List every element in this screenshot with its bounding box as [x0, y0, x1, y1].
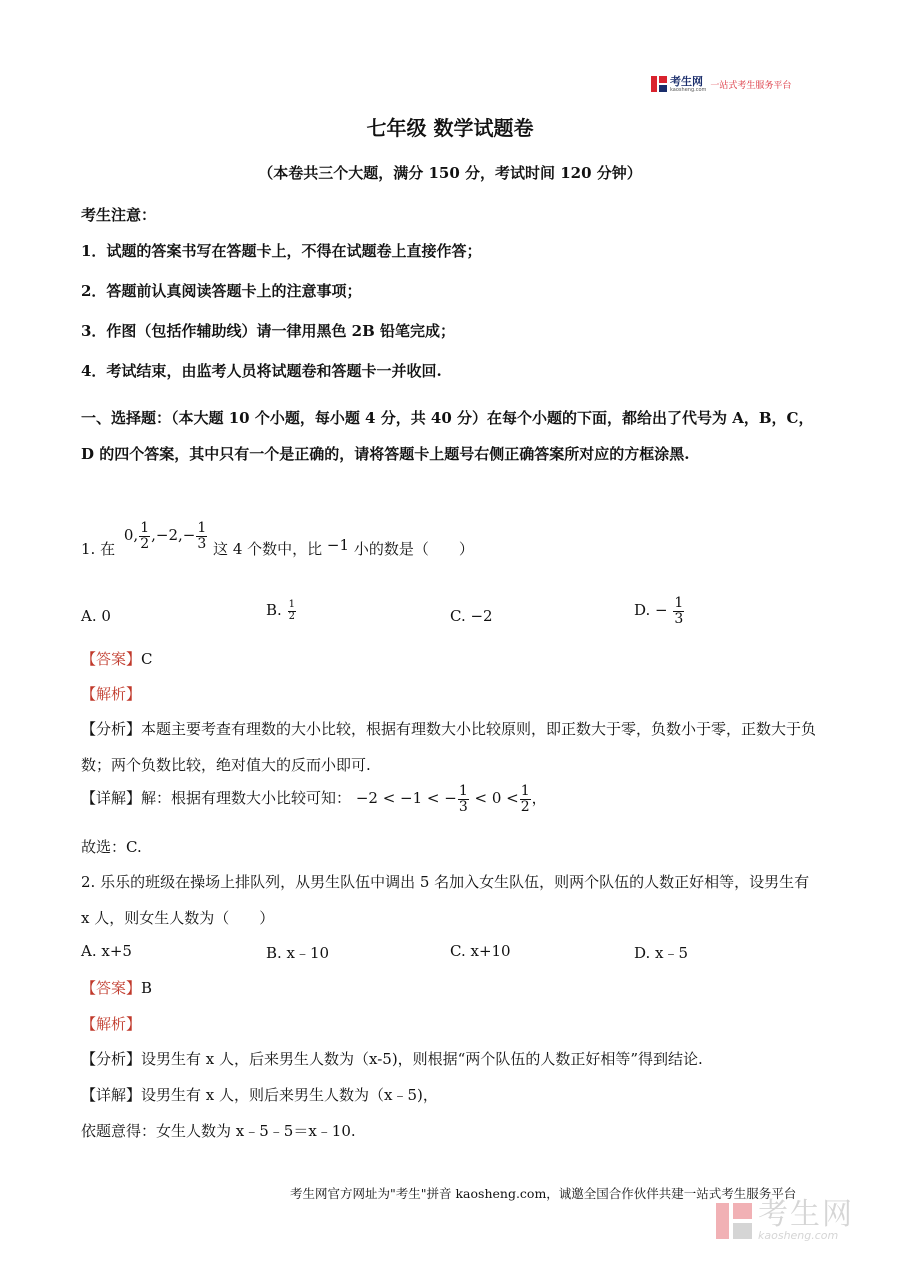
section-intro: 一、选择题：（本大题 10 个小题，每小题 4 分，共 40 分）在每个小题的下面，都给出了代号为 A，B，C，D 的四个答案，其中只有一个是正确的，请将答题卡上题号右侧正确答案所对应的方框涂黑.	[81, 409, 814, 463]
watermark	[716, 1197, 854, 1242]
q1-number-list: 0, $\frac{1}{2}$ ,−2,− $\frac{1}{3}$	[123, 520, 207, 552]
q2-xiangjie: 【详解】设男生有 x 人，则后来男生人数为（x﹣5)，	[81, 1086, 438, 1104]
q2-option-c: C. x+10	[450, 942, 511, 960]
q1-option-c: C. −2	[450, 607, 493, 625]
header-logo	[651, 74, 791, 94]
logo-url: kaosheng.com	[670, 86, 707, 93]
watermark-url: kaosheng.com	[758, 1229, 839, 1242]
notice-item-1: 1．试题的答案书写在答题卡上，不得在试题卷上直接作答；	[81, 242, 482, 260]
q1-analysis-tag: 【解析】	[81, 685, 142, 703]
notice-heading: 考生注意：	[81, 206, 157, 224]
q2-fenxi: 【分析】设男生有 x 人，后来男生人数为（x-5)，则根据“两个队伍的人数正好相等”得到结论.	[81, 1050, 703, 1068]
q2-answer: 【答案】B	[81, 979, 153, 997]
q2-option-a: A. x+5	[81, 942, 132, 960]
q2-final: 依题意得：女生人数为 x﹣5﹣5＝x﹣10.	[81, 1122, 356, 1140]
q1-fenxi: 【分析】本题主要考查有理数的大小比较，根据有理数大小比较原则，即正数大于零，负数小于零，正数大于负数；两个负数比较，绝对值大的反而小即可.	[81, 720, 817, 774]
logo-name: 考生网	[670, 74, 703, 88]
q1-xiangjie: 【详解】解：根据有理数大小比较可知： −2 < −1 < − $\frac{1}{3}$ < 0 < $\frac{1}{2}$ ，	[81, 783, 547, 815]
notice-item-3: 3．作图（包括作辅助线）请一律用黑色 2B 铅笔完成；	[81, 322, 455, 340]
footer-text: 考生网官方网址为"考生"拼音 kaosheng.com，诚邀全国合作伙伴共建一站式考生服务平台	[290, 1186, 797, 1201]
question-2-stem: 2. 乐乐的班级在操场上排队列，从男生队伍中调出 5 名加入女生队伍，则两个队伍的人数正好相等，设男生有 x 人，则女生人数为（ ）	[81, 873, 810, 927]
question-1-stem	[81, 520, 474, 565]
q1-option-b: B. $\frac{1}{2}$	[266, 599, 295, 622]
notice-item-2: 2．答题前认真阅读答题卡上的注意事项；	[81, 282, 362, 300]
logo-mark-icon	[651, 76, 667, 92]
q1-conclusion: 故选：C.	[81, 838, 142, 856]
q1-suffix: 小的数是（ ）	[353, 540, 474, 559]
q1-prefix: 1. 在	[81, 540, 116, 559]
q2-option-b: B. x﹣10	[266, 944, 330, 962]
q1-inequality: −2 < −1 < − $\frac{1}{3}$ < 0 < $\frac{1}{2}$ ，	[355, 783, 547, 815]
q1-mid: 这 4 个数中，比	[213, 540, 323, 559]
page-title: 七年级 数学试题卷	[366, 116, 534, 140]
notice-item-4: 4．考试结束，由监考人员将试题卷和答题卡一并收回.	[81, 362, 442, 380]
page-subtitle: （本卷共三个大题，满分 150 分，考试时间 120 分钟）	[258, 164, 642, 182]
q2-analysis-tag: 【解析】	[81, 1015, 142, 1033]
q1-option-a: A. 0	[81, 607, 111, 625]
q1-neg-one: −1	[326, 536, 350, 555]
logo-slogan: 一站式考生服务平台	[710, 80, 792, 91]
watermark-name: 考生网	[758, 1197, 854, 1232]
watermark-logo-icon	[716, 1203, 752, 1239]
q1-answer: 【答案】C	[81, 650, 153, 668]
q2-option-d: D. x﹣5	[634, 944, 689, 962]
q1-option-d: D. − $\frac{1}{3}$	[634, 595, 684, 627]
